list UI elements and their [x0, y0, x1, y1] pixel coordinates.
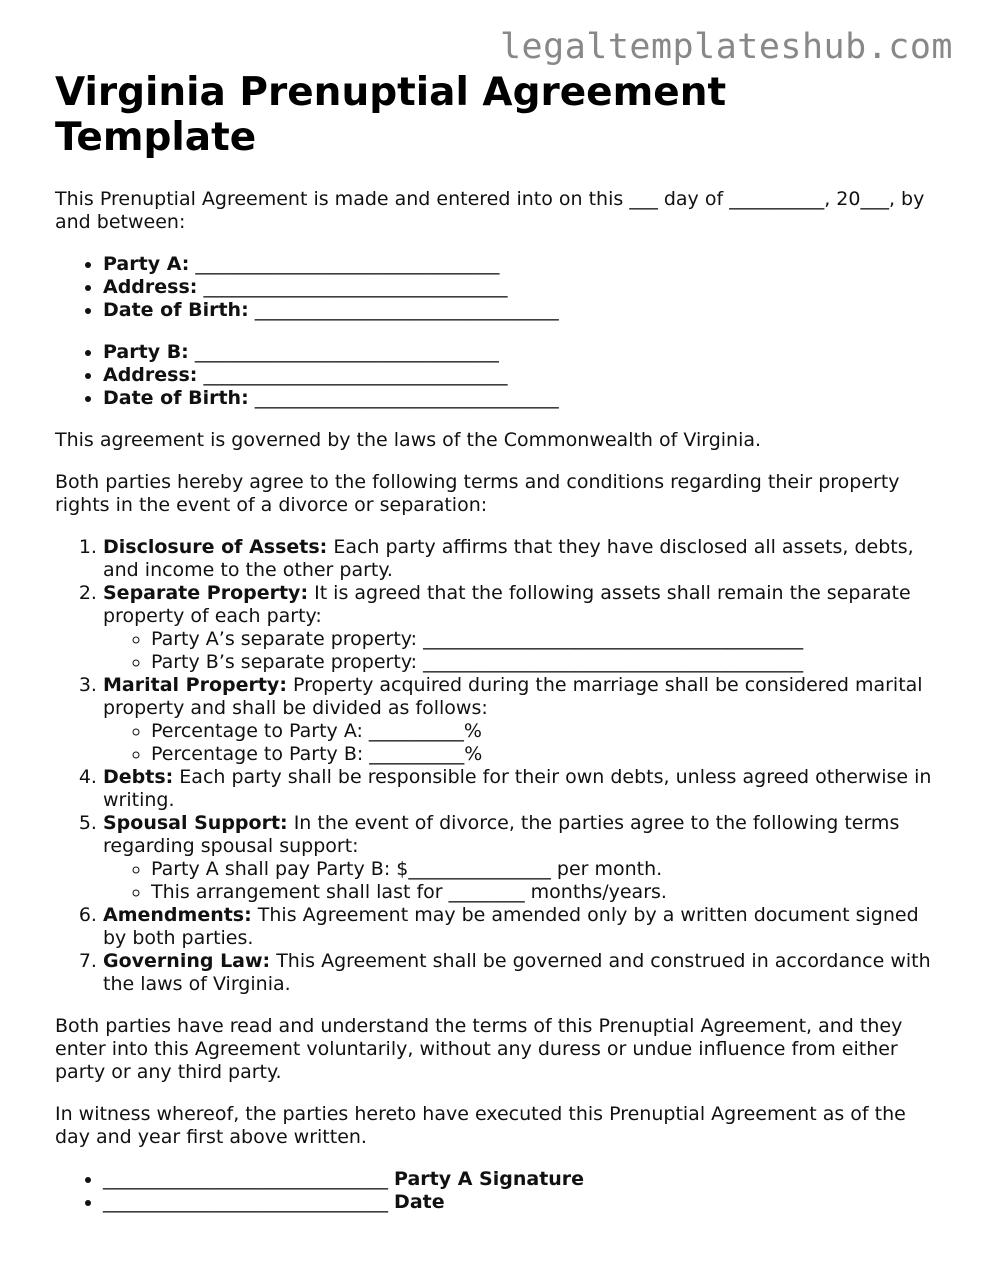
field-label: Party B:: [103, 341, 189, 363]
signature-label: Party A Signature: [394, 1168, 585, 1190]
term-debts: [103, 766, 935, 812]
signature-line: [103, 1168, 935, 1191]
field-label: Party A:: [103, 253, 190, 275]
sub-list: [103, 858, 935, 904]
list-item: [103, 276, 935, 299]
sub-item: ◦ Party A shall pay Party B: $_______________ per month.: [151, 858, 935, 881]
sub-item: ◦ Party B’s separate property: ________________________________________: [151, 651, 935, 674]
blank-line: ________________________________: [203, 276, 508, 298]
term-spousal-support: [103, 812, 935, 904]
term-governing-law: [103, 950, 935, 996]
blank-line: ______________________________: [103, 1168, 388, 1190]
term-title: Separate Property:: [103, 582, 309, 604]
agreement-paragraph: Both parties hereby agree to the following terms and conditions regarding their property rights in the event of a divorce or separation:: [55, 471, 900, 516]
term-text: Each party affirms that they have disclosed all assets, debts, and income to the other party.: [103, 536, 914, 581]
list-item: [103, 253, 935, 276]
sub-item: ◦ This arrangement shall last for ________ months/years.: [151, 881, 935, 904]
blank-line: ______________________________: [103, 1191, 388, 1213]
sub-item: ◦ Party A’s separate property: ________________________________________: [151, 628, 935, 651]
document-page: [55, 70, 935, 1214]
term-text: This Agreement may be amended only by a written document signed by both parties.: [103, 904, 919, 949]
field-label: Date of Birth:: [103, 387, 249, 409]
blank-line: ________________________________: [195, 253, 500, 275]
term-title: Amendments:: [103, 904, 252, 926]
terms-list: [55, 536, 935, 996]
term-title: Marital Property:: [103, 674, 287, 696]
intro-paragraph: This Prenuptial Agreement is made and entered into on this ___ day of __________, 20___, by and between:: [55, 188, 925, 233]
list-item: [103, 364, 935, 387]
term-text: Each party shall be responsible for their own debts, unless agreed otherwise in writing.: [103, 766, 932, 811]
sub-list: [103, 628, 935, 674]
blank-line: ________________________________: [194, 341, 499, 363]
term-text: This Agreement shall be governed and construed in accordance with the laws of Virginia.: [103, 950, 931, 995]
term-text: In the event of divorce, the parties agree to the following terms regarding spousal support:: [103, 812, 900, 857]
watermark: legaltemplateshub.com: [499, 27, 953, 67]
party-b-list: [55, 341, 935, 410]
term-amendments: [103, 904, 935, 950]
term-title: Governing Law:: [103, 950, 271, 972]
list-item: [103, 341, 935, 364]
term-text: It is agreed that the following assets shall remain the separate property of each party:: [103, 582, 911, 627]
party-a-list: [55, 253, 935, 322]
blank-line: ________________________________: [254, 299, 559, 321]
blank-line: ________________________________: [203, 364, 508, 386]
term-disclosure: [103, 536, 935, 582]
witness-paragraph: In witness whereof, the parties hereto have executed this Prenuptial Agreement as of the day and year first above written.: [55, 1103, 906, 1148]
governed-paragraph: This agreement is governed by the laws of the Commonwealth of Virginia.: [55, 429, 762, 451]
sub-item: ◦ Percentage to Party A: __________%: [151, 720, 935, 743]
field-label: Address:: [103, 276, 198, 298]
field-label: Address:: [103, 364, 198, 386]
term-marital-property: [103, 674, 935, 766]
field-label: Date of Birth:: [103, 299, 249, 321]
blank-line: ________________________________: [254, 387, 559, 409]
signature-label: Date: [394, 1191, 445, 1213]
term-title: Spousal Support:: [103, 812, 288, 834]
signature-list: [55, 1168, 935, 1214]
list-item: [103, 299, 935, 322]
list-item: [103, 387, 935, 410]
document-title: Virginia Prenuptial Agreement Template: [55, 70, 727, 160]
term-title: Disclosure of Assets:: [103, 536, 328, 558]
closing-paragraph: Both parties have read and understand the terms of this Prenuptial Agreement, and they enter into this Agreement voluntarily, without any duress or undue influence from either party or any third party.: [55, 1015, 903, 1083]
term-separate-property: [103, 582, 935, 674]
signature-line: [103, 1191, 935, 1214]
sub-list: [103, 720, 935, 766]
term-title: Debts:: [103, 766, 174, 788]
term-text: Property acquired during the marriage shall be considered marital property and shall be divided as follows:: [103, 674, 923, 719]
sub-item: ◦ Percentage to Party B: __________%: [151, 743, 935, 766]
